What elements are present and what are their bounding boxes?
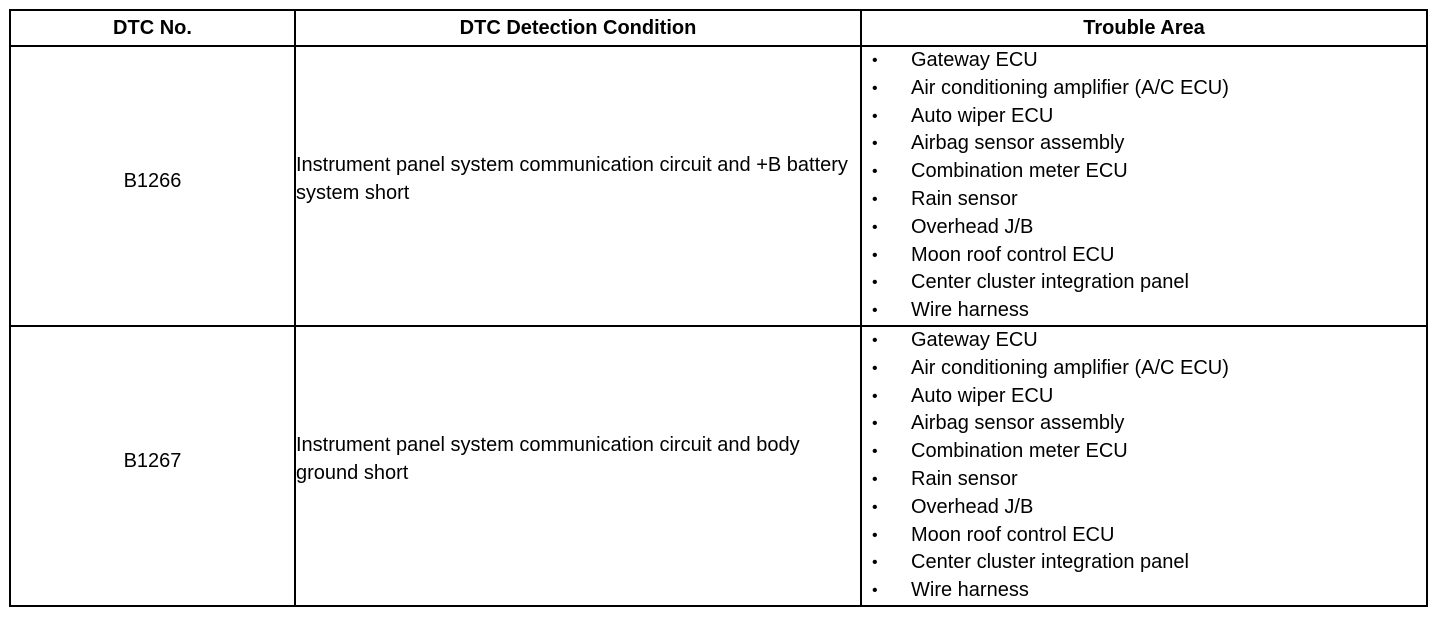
trouble-area-label: Combination meter ECU [911,440,1128,463]
trouble-area-label: Air conditioning amplifier (A/C ECU) [911,356,1229,379]
bullet-icon: • [872,470,878,488]
trouble-area-item [862,466,1426,494]
bullet-icon: • [872,582,878,600]
trouble-area-item [862,410,1426,438]
dtc-code-cell [10,46,295,326]
trouble-area-cell [861,46,1427,326]
header-dtc-no: DTC No. [10,10,295,46]
dtc-code-cell [10,326,295,606]
trouble-area-label: Auto wiper ECU [911,384,1054,407]
trouble-area-list [862,47,1426,325]
dtc-code: B1266 [123,170,182,193]
trouble-area-item [862,242,1426,270]
table-row [10,326,1427,606]
bullet-icon: • [872,79,878,97]
bullet-icon: • [872,274,878,292]
trouble-area-label: Moon roof control ECU [911,523,1115,546]
bullet-icon: • [872,135,878,153]
trouble-area-item [862,522,1426,550]
detection-condition-cell [295,326,861,606]
trouble-area-label: Airbag sensor assembly [911,132,1125,155]
trouble-area-label: Moon roof control ECU [911,243,1115,266]
trouble-area-label: Gateway ECU [911,328,1038,351]
bullet-icon: • [872,163,878,181]
trouble-area-label: Combination meter ECU [911,160,1128,183]
detection-condition-cell [295,46,861,326]
header-detection-condition: DTC Detection Condition [295,10,861,46]
trouble-area-label: Airbag sensor assembly [911,412,1125,435]
trouble-area-item [862,438,1426,466]
table-body [10,46,1427,606]
dtc-table [9,9,1428,607]
bullet-icon: • [872,218,878,236]
trouble-area-item [862,327,1426,355]
trouble-area-item [862,47,1426,75]
detection-condition: Instrument panel system communication circuit and +B battery system short [296,153,848,204]
trouble-area-label: Center cluster integration panel [911,271,1189,294]
bullet-icon: • [872,443,878,461]
trouble-area-label: Rain sensor [911,187,1018,210]
trouble-area-item [862,494,1426,522]
trouble-area-item [862,297,1426,325]
trouble-area-item [862,158,1426,186]
trouble-area-cell [861,326,1427,606]
table-row [10,46,1427,326]
trouble-area-item [862,214,1426,242]
header-trouble-area: Trouble Area [861,10,1427,46]
trouble-area-label: Wire harness [911,299,1029,322]
trouble-area-item [862,186,1426,214]
bullet-icon: • [872,52,878,69]
bullet-icon: • [872,331,878,349]
trouble-area-item [862,577,1426,605]
bullet-icon: • [872,498,878,516]
trouble-area-label: Wire harness [911,579,1029,602]
trouble-area-label: Air conditioning amplifier (A/C ECU) [911,76,1229,99]
trouble-area-label: Gateway ECU [911,49,1038,71]
trouble-area-item [862,269,1426,297]
trouble-area-label: Center cluster integration panel [911,551,1189,574]
bullet-icon: • [872,246,878,264]
bullet-icon: • [872,387,878,405]
detection-condition: Instrument panel system communication circuit and body ground short [296,433,800,484]
bullet-icon: • [872,302,878,320]
bullet-icon: • [872,415,878,433]
bullet-icon: • [872,359,878,377]
trouble-area-item [862,103,1426,131]
bullet-icon: • [872,554,878,572]
bullet-icon: • [872,107,878,125]
trouble-area-label: Rain sensor [911,467,1018,490]
dtc-code: B1267 [123,450,182,473]
trouble-area-item [862,130,1426,158]
trouble-area-list [862,327,1426,605]
trouble-area-item [862,355,1426,383]
trouble-area-item [862,383,1426,411]
bullet-icon: • [872,190,878,208]
trouble-area-item [862,549,1426,577]
trouble-area-label: Auto wiper ECU [911,104,1054,127]
header-row [10,10,1427,46]
trouble-area-label: Overhead J/B [911,215,1034,238]
trouble-area-label: Overhead J/B [911,495,1034,518]
bullet-icon: • [872,526,878,544]
trouble-area-item [862,75,1426,103]
